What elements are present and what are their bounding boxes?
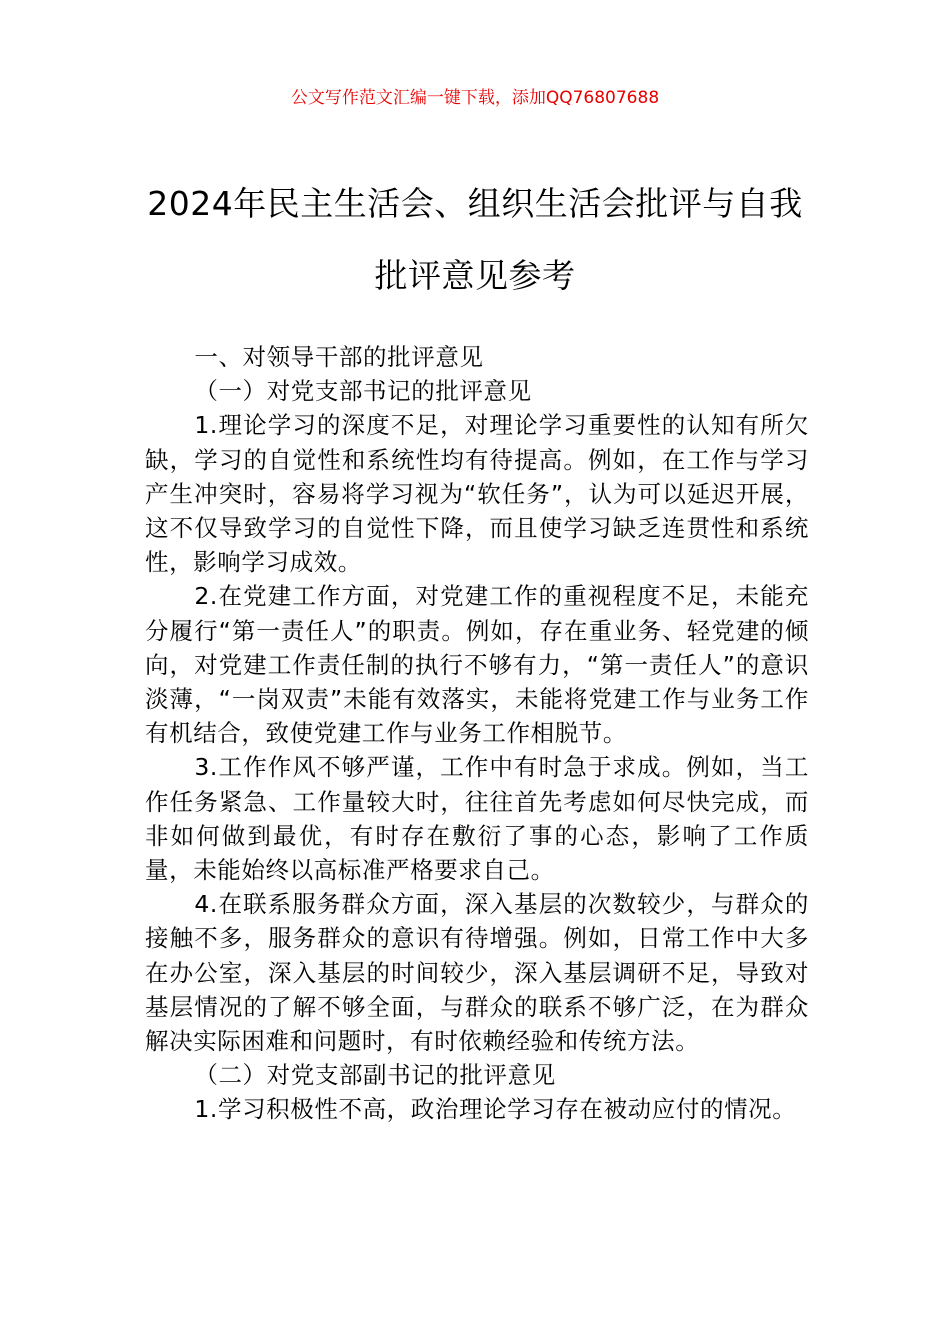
document-body <box>145 340 809 1127</box>
paragraph: 1.学习积极性不高，政治理论学习存在被动应付的情况。 <box>194 1095 797 1124</box>
promo-banner: 公文写作范文汇编一键下载，添加QQ76807688 <box>290 88 660 108</box>
subsection-heading: （二）对党支部副书记的批评意见 <box>194 1061 556 1090</box>
paragraph: 1.理论学习的深度不足，对理论学习重要性的认知有所欠缺，学习的自觉性和系统性均有待提高。例如，在工作与学习产生冲突时，容易将学习视为“软任务”，认为可以延迟开展，这不仅导致学习的自觉性下降，而且使学习缺乏连贯性和系统性，影响学习成效。 <box>145 411 809 577</box>
paragraph: 2.在党建工作方面，对党建工作的重视程度不足，未能充分履行“第一责任人”的职责。例如，存在重业务、轻党建的倾向，对党建工作责任制的执行不够有力，“第一责任人”的意识淡薄，“一岗双责”未能有效落实，未能将党建工作与业务工作有机结合，致使党建工作与业务工作相脱节。 <box>145 582 809 748</box>
paragraph: 4.在联系服务群众方面，深入基层的次数较少，与群众的接触不多，服务群众的意识有待增强。例如，日常工作中大多在办公室，深入基层的时间较少，深入基层调研不足，导致对基层情况的了解不够全面，与群众的联系不够广泛，在为群众解决实际困难和问题时，有时依赖经验和传统方法。 <box>145 890 809 1056</box>
section-heading: 一、对领导干部的批评意见 <box>194 343 484 371</box>
subsection-heading: （一）对党支部书记的批评意见 <box>194 377 532 406</box>
paragraph: 3.工作作风不够严谨，工作中有时急于求成。例如，当工作任务紧急、工作量较大时，往往首先考虑如何尽快完成，而非如何做到最优，有时存在敷衍了事的心态，影响了工作质量，未能始终以高标准严格要求自己。 <box>145 753 809 885</box>
document-title: 2024年民主生活会、组织生活会批评与自我批评意见参考 <box>147 184 803 295</box>
